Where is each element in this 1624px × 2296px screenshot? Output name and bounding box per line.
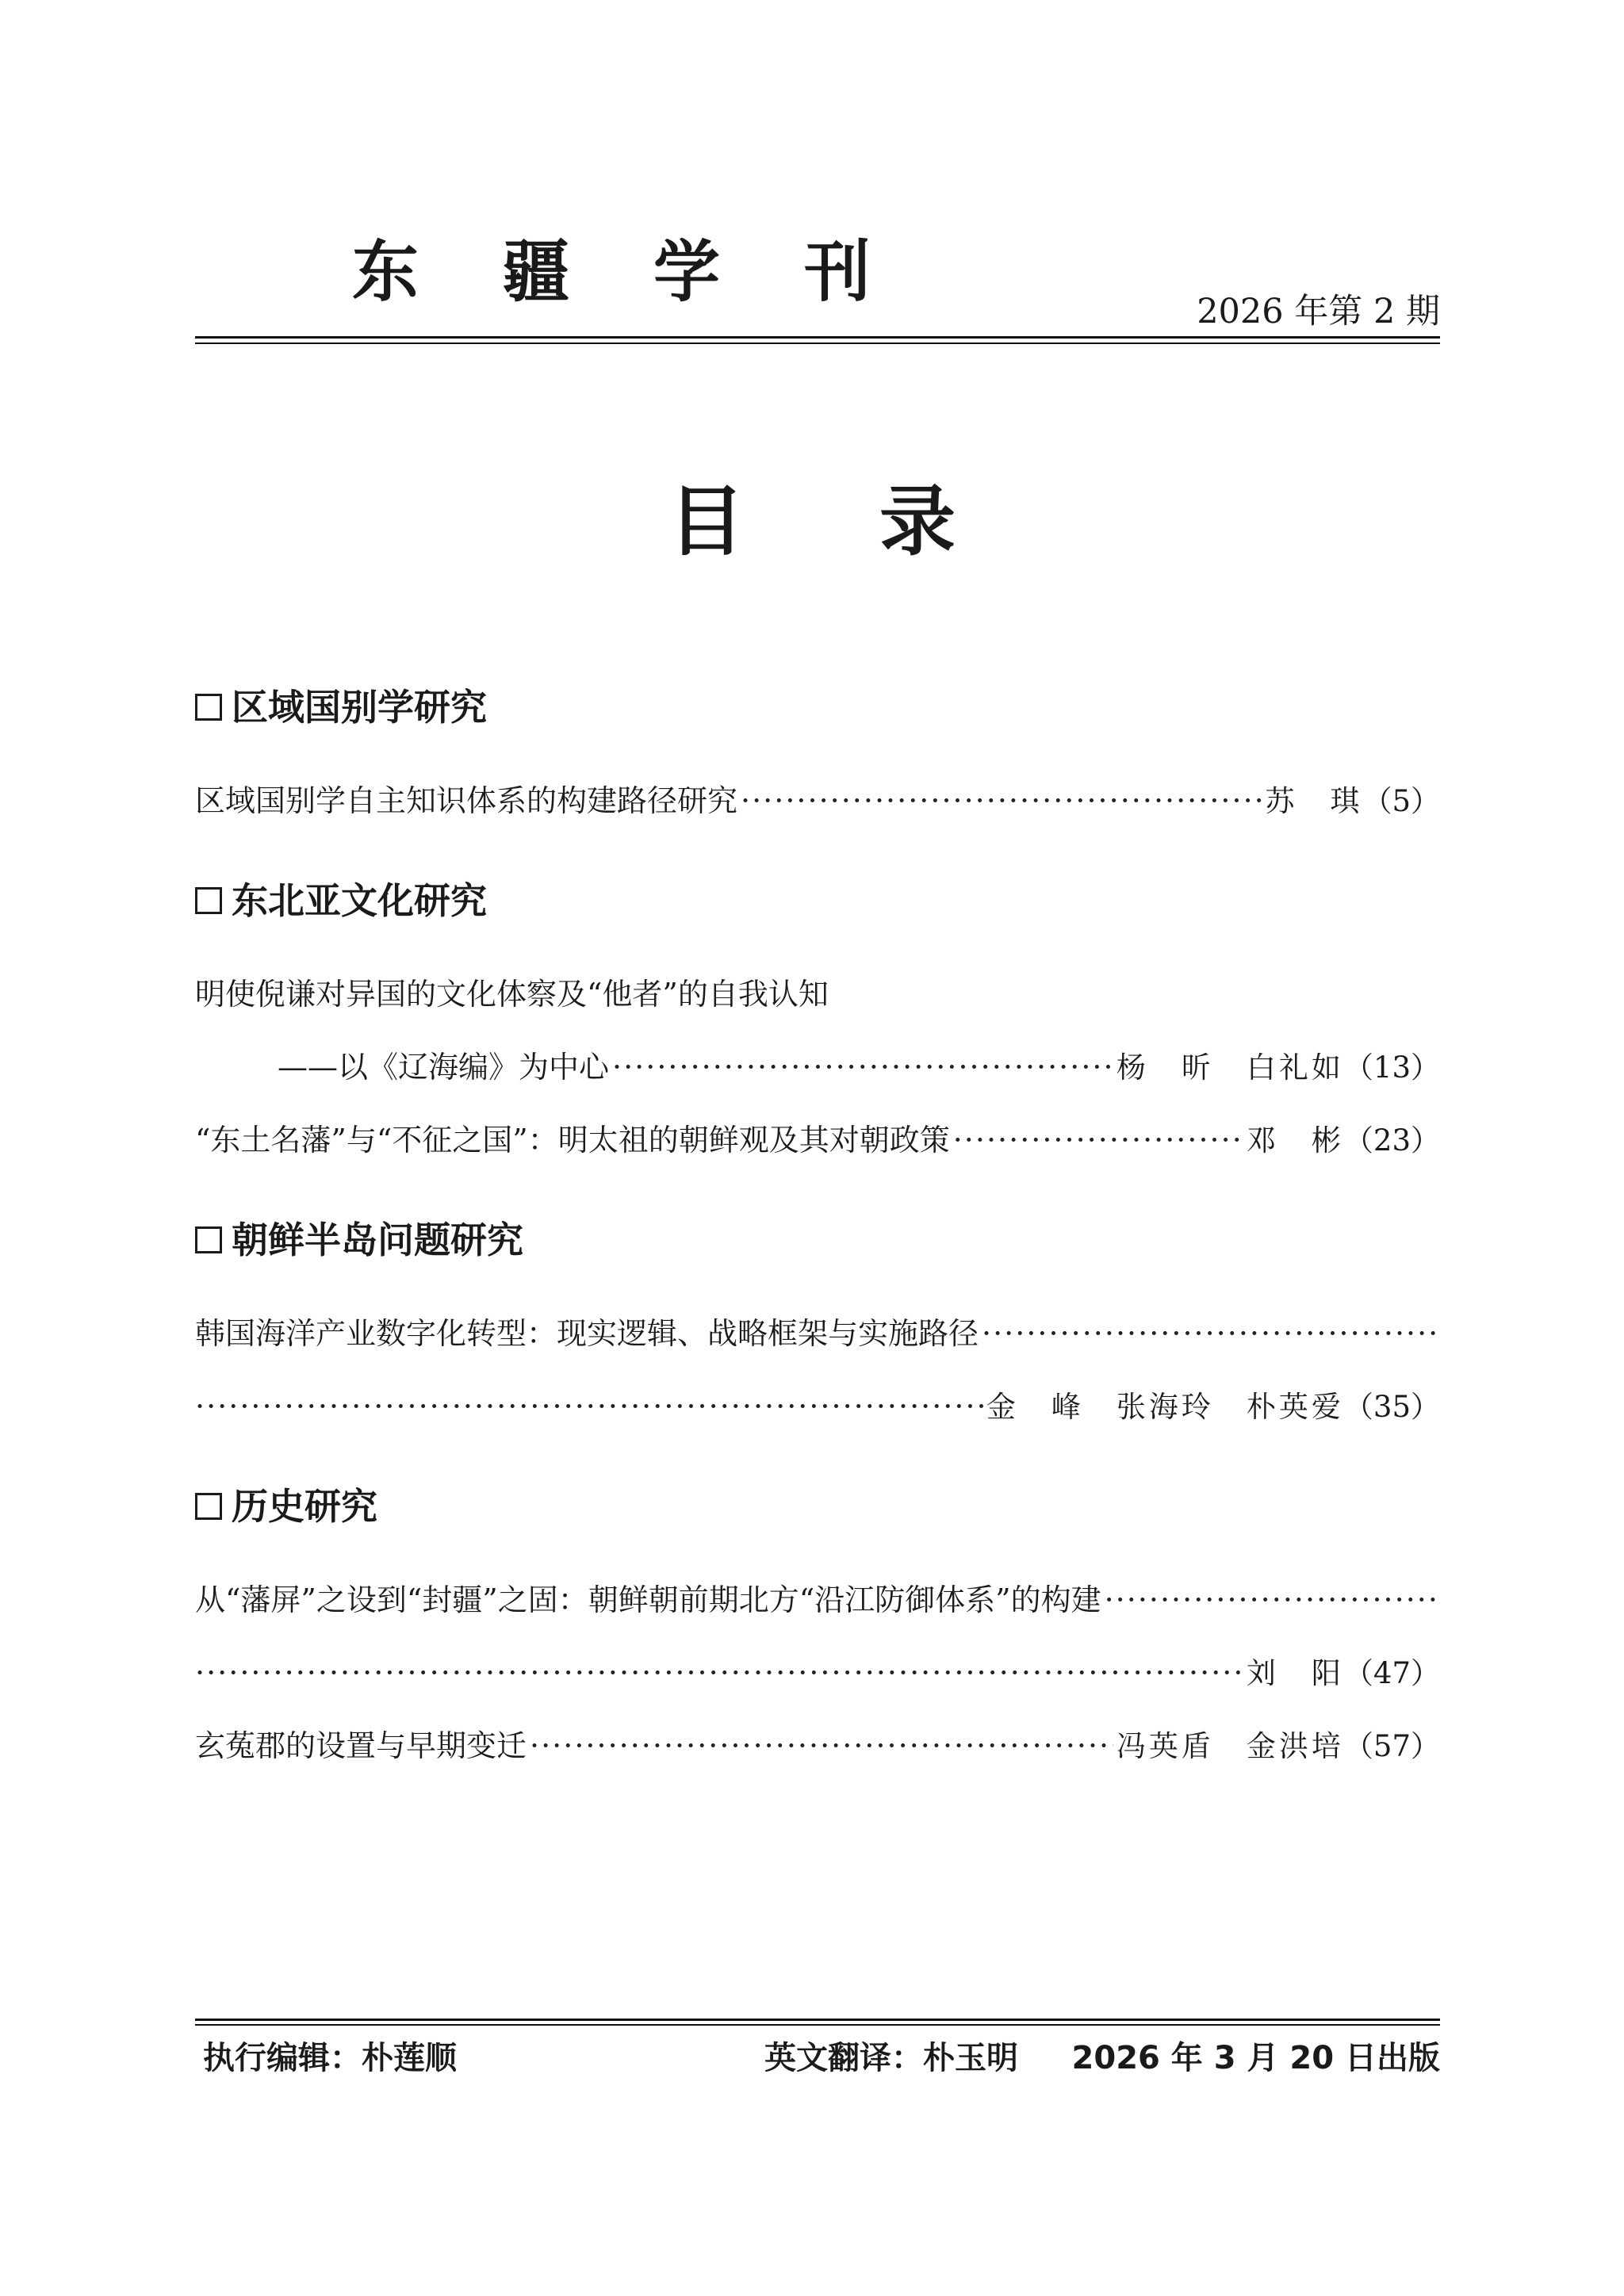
entry-title: “东土名藩”与“不征之国”：明太祖的朝鲜观及其对朝政策 <box>195 1123 950 1158</box>
checkbox-icon <box>195 694 222 721</box>
dot-leader <box>612 1043 1113 1091</box>
toc-entry[interactable] <box>195 1576 1440 1697</box>
checkbox-icon <box>195 887 222 914</box>
dot-leader <box>195 1383 983 1430</box>
footer-rule <box>195 2019 1440 2021</box>
entry-author: 杨 昕 白礼如 <box>1116 1050 1344 1085</box>
dot-leader <box>741 777 1262 825</box>
journal-title: 东疆学刊 <box>352 232 956 311</box>
entry-page: （23） <box>1343 1123 1440 1158</box>
entry-title: 区域国别学自主知识体系的构建路径研究 <box>195 783 738 818</box>
colophon <box>203 2034 1440 2082</box>
section-heading <box>195 683 1440 731</box>
toc-heading: 目录 <box>668 476 1090 566</box>
section-heading <box>195 877 1440 924</box>
toc-section <box>195 683 1440 825</box>
entry-leader-line <box>195 1383 1440 1430</box>
entry-author: 冯英盾 金洪培 <box>1116 1729 1344 1763</box>
entry-page: （57） <box>1343 1729 1440 1763</box>
section-heading <box>195 1483 1440 1530</box>
entry-subtitle-line <box>195 1043 1440 1091</box>
issue-label: 2026 年第 2 期 <box>1197 292 1440 331</box>
entry-author: 刘 阳 <box>1246 1656 1344 1690</box>
entry-title: 从“藩屏”之设到“封疆”之固：朝鲜朝前期北方“沿江防御体系”的构建 <box>195 1582 1101 1617</box>
toc-entry[interactable] <box>195 777 1440 825</box>
entry-page: （13） <box>1343 1050 1440 1085</box>
entry-subtitle: ——以《辽海编》为中心 <box>278 1050 610 1085</box>
section-heading <box>195 1216 1440 1264</box>
dot-leader <box>530 1722 1113 1770</box>
entry-title-line <box>195 1576 1440 1624</box>
table-of-contents <box>195 683 1440 1795</box>
dot-leader <box>1105 1576 1437 1624</box>
entry-leader-line <box>195 1649 1440 1697</box>
header-rule <box>195 336 1440 339</box>
section-title: 区域国别学研究 <box>232 686 487 729</box>
dot-leader <box>982 1310 1437 1357</box>
toc-entry[interactable] <box>195 970 1440 1091</box>
entry-title: 玄菟郡的设置与早期变迁 <box>195 1728 527 1763</box>
toc-section <box>195 1216 1440 1430</box>
toc-entry[interactable] <box>195 1116 1440 1164</box>
entry-title-line <box>195 1310 1440 1357</box>
executive-editor: 执行编辑：朴莲顺 <box>203 2040 457 2076</box>
section-title: 朝鲜半岛问题研究 <box>232 1219 523 1261</box>
publication-date: 2026 年 3 月 20 日出版 <box>1071 2040 1440 2076</box>
entry-title: 韩国海洋产业数字化转型：现实逻辑、战略框架与实施路径 <box>195 1316 979 1351</box>
toc-section <box>195 877 1440 1164</box>
dot-leader <box>195 1649 1243 1697</box>
checkbox-icon <box>195 1493 222 1520</box>
toc-entry[interactable] <box>195 1722 1440 1770</box>
checkbox-icon <box>195 1226 222 1253</box>
entry-author: 金 峰 张海玲 朴英爱 <box>986 1390 1344 1424</box>
entry-page: （35） <box>1343 1390 1440 1424</box>
section-title: 历史研究 <box>232 1485 377 1528</box>
entry-title: 明使倪谦对异国的文化体察及“他者”的自我认知 <box>195 977 829 1012</box>
header-rule-thin <box>195 342 1440 344</box>
entry-page: （47） <box>1343 1656 1440 1690</box>
toc-section <box>195 1483 1440 1770</box>
section-title: 东北亚文化研究 <box>232 879 487 922</box>
entry-page: （5） <box>1362 784 1440 818</box>
entry-author: 邓 彬 <box>1246 1123 1344 1158</box>
toc-entry[interactable] <box>195 1310 1440 1430</box>
english-translator: 英文翻译：朴玉明 <box>764 2040 1018 2076</box>
dot-leader <box>953 1116 1243 1164</box>
entry-author: 苏 琪 <box>1265 784 1363 818</box>
journal-header <box>195 228 1440 347</box>
entry-title-line <box>195 970 1440 1018</box>
footer-rule-thin <box>195 2024 1440 2026</box>
